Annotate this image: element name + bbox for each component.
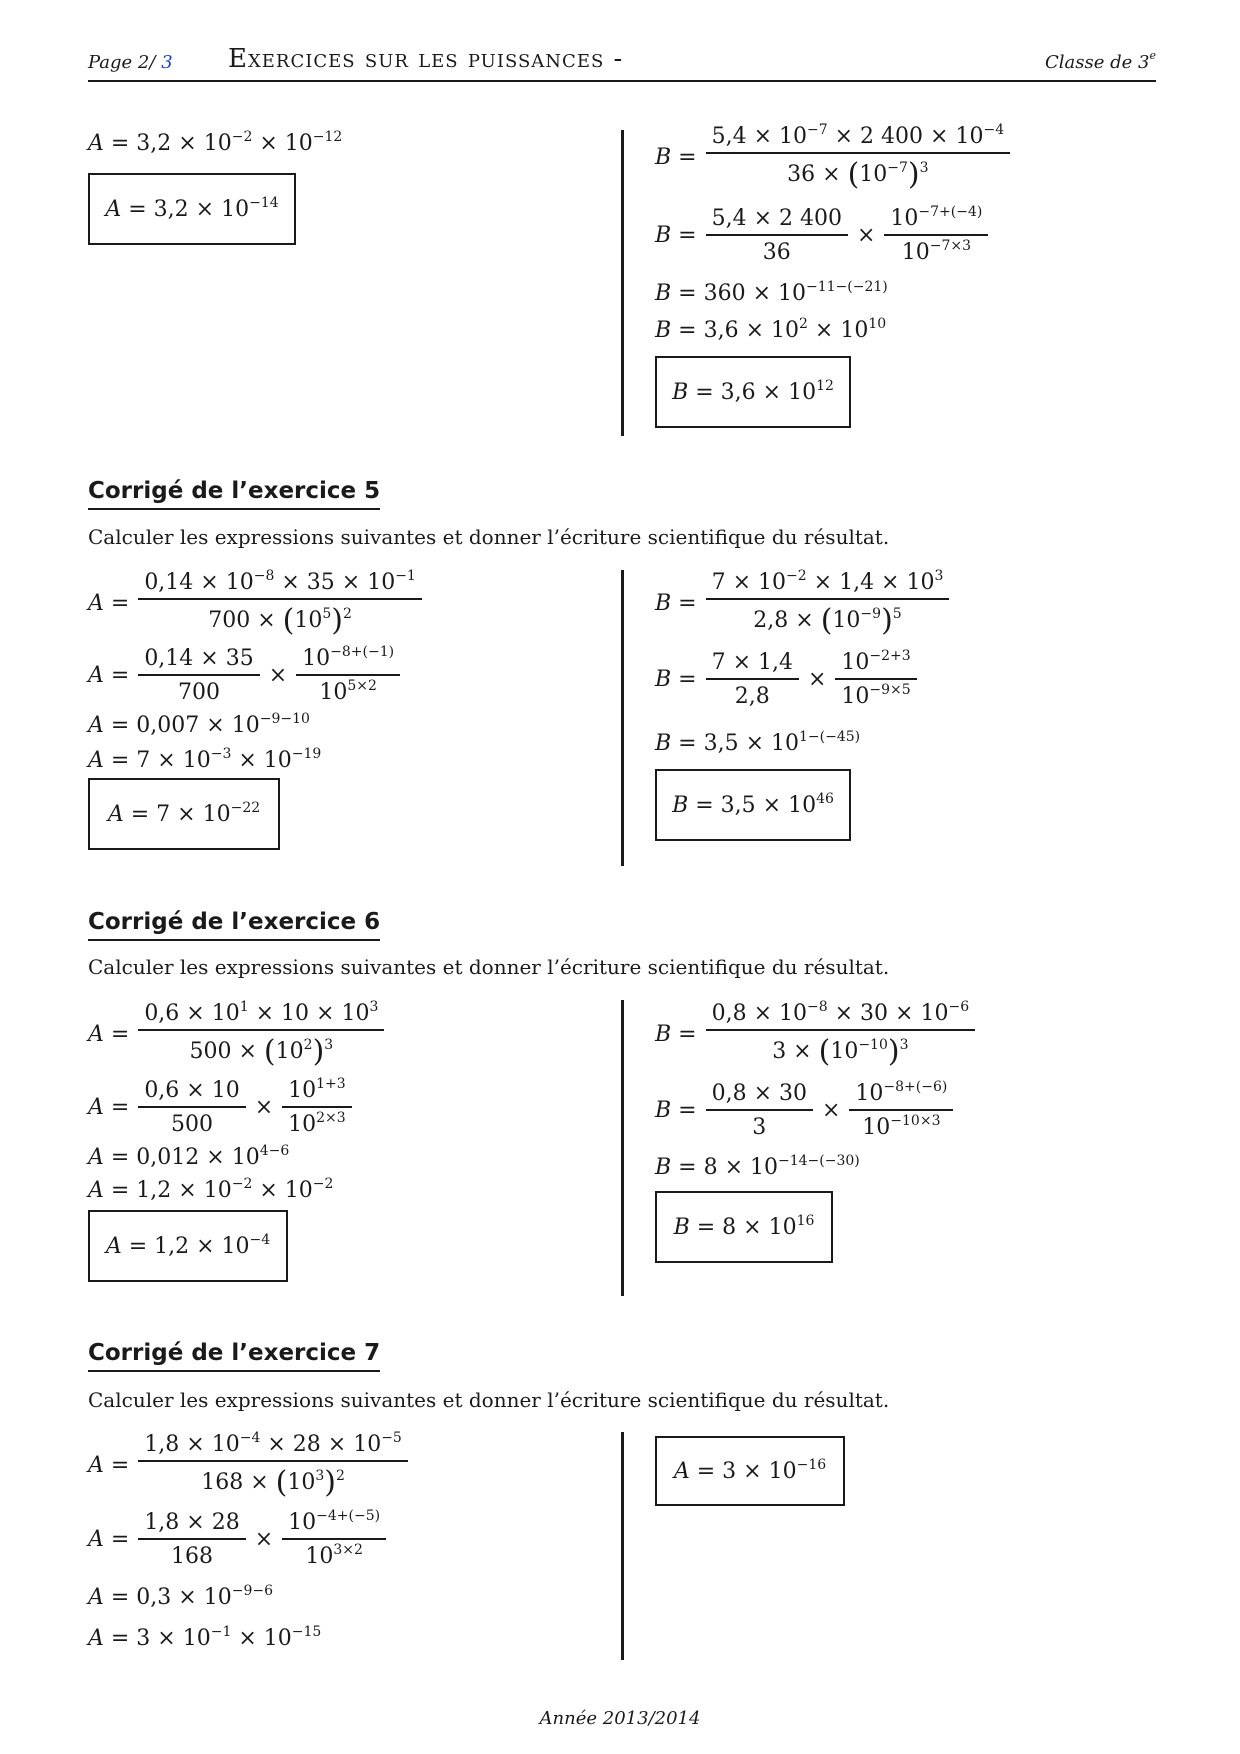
section-title-exercise-6: Corrigé de l’exercice 6 [88, 909, 380, 941]
class-label: Classe de 3e [1045, 49, 1156, 73]
math-fraction-line: B = $\frac{0,8 \times 10^{-8} \times 30 \times 10^{-6}}{3 \times (10^{-10})^3}$ [655, 1003, 977, 1067]
page-number [88, 52, 173, 73]
math-line: $A = 3 \times 10^{-1} \times 10^{-15}$ [88, 1624, 322, 1651]
result-box: $A = 3 \times 10^{-16}$ [655, 1436, 845, 1506]
page-footer: Année 2013/2014 [539, 1708, 701, 1729]
math-fraction-line: B = $\frac{5,4 \times 2 400}{36}$ × $\frac{10^{-7+(-4)}}{10^{-7\times 3}}$ [655, 208, 990, 264]
page-header [88, 40, 1156, 82]
math-fraction-line: B = $\frac{0,8 \times 30}{3}$ × $\frac{10^{-8+(-6)}}{10^{-10\times 3}}$ [655, 1083, 955, 1139]
result-box: $A = 1,2 \times 10^{-4}$ [88, 1210, 288, 1282]
column-divider [621, 1432, 624, 1660]
math-line: $A = 0,3 \times 10^{-9-6}$ [88, 1583, 273, 1610]
math-fraction-line: A = $\frac{0,14 \times 10^{-8} \times 35 \times 10^{-1}}{700 \times (10^5)^2}$ [88, 572, 424, 636]
instruction-text: Calculer les expressions suivantes et donner l’écriture scientifique du résultat. [88, 525, 890, 549]
column-divider [621, 130, 624, 436]
section-title-exercise-7: Corrigé de l’exercice 7 [88, 1340, 380, 1372]
math-fraction-line: A = $\frac{0,6 \times 10^1 \times 10 \times 10^3}{500 \times (10^2)^3}$ [88, 1003, 386, 1067]
math-fraction-line: B = $\frac{7 \times 1,4}{2,8}$ × $\frac{10^{-2+3}}{10^{-9\times 5}}$ [655, 652, 919, 708]
math-fraction-line: B = $\frac{5,4 \times 10^{-7} \times 2 400 \times 10^{-4}}{36 \times (10^{-7})^3}$ [655, 126, 1012, 190]
document-title: Exercices sur les puissances - [228, 44, 624, 74]
math-line: $A = 3,2 \times 10^{-2} \times 10^{-12}$ [88, 129, 343, 156]
instruction-text: Calculer les expressions suivantes et donner l’écriture scientifique du résultat. [88, 1388, 890, 1412]
math-line: $A = 7 \times 10^{-3} \times 10^{-19}$ [88, 746, 322, 773]
math-line: $B = 3,5 \times 10^{1-(-45)}$ [655, 729, 861, 756]
math-line: $B = 8 \times 10^{-14-(-30)}$ [655, 1153, 860, 1180]
page-label: Page 2/ [88, 52, 156, 73]
section-title-exercise-5: Corrigé de l’exercice 5 [88, 478, 380, 510]
page-total-link[interactable]: 3 [161, 52, 173, 73]
math-fraction-line: A = $\frac{1,8 \times 28}{168}$ × $\frac{10^{-4+(-5)}}{10^{3\times 2}}$ [88, 1512, 388, 1568]
math-line: $A = 0,007 \times 10^{-9-10}$ [88, 711, 310, 738]
column-divider [621, 1000, 624, 1296]
result-box: $B = 3,5 \times 10^{46}$ [655, 769, 851, 841]
math-fraction-line: A = $\frac{0,14 \times 35}{700}$ × $\frac{10^{-8+(-1)}}{10^{5\times 2}}$ [88, 648, 402, 704]
column-divider [621, 570, 624, 866]
math-fraction-line: B = $\frac{7 \times 10^{-2} \times 1,4 \times 10^3}{2,8 \times (10^{-9})^5}$ [655, 572, 951, 636]
math-fraction-line: A = $\frac{1,8 \times 10^{-4} \times 28 \times 10^{-5}}{168 \times (10^3)^2}$ [88, 1434, 410, 1498]
result-box: $B = 3,6 \times 10^{12}$ [655, 356, 851, 428]
result-box: $B = 8 \times 10^{16}$ [655, 1191, 833, 1263]
math-line: $B = 360 \times 10^{-11-(-21)}$ [655, 279, 888, 306]
result-box: $A = 3,2 \times 10^{-14}$ [88, 173, 296, 245]
math-line: $A = 1,2 \times 10^{-2} \times 10^{-2}$ [88, 1176, 334, 1203]
math-line: $B = 3,6 \times 10^2 \times 10^{10}$ [655, 316, 887, 343]
math-fraction-line: A = $\frac{0,6 \times 10}{500}$ × $\frac{10^{1+3}}{10^{2\times 3}}$ [88, 1080, 354, 1136]
instruction-text: Calculer les expressions suivantes et donner l’écriture scientifique du résultat. [88, 955, 890, 979]
math-line: $A = 0,012 \times 10^{4-6}$ [88, 1143, 290, 1170]
result-box: $A = 7 \times 10^{-22}$ [88, 778, 280, 850]
